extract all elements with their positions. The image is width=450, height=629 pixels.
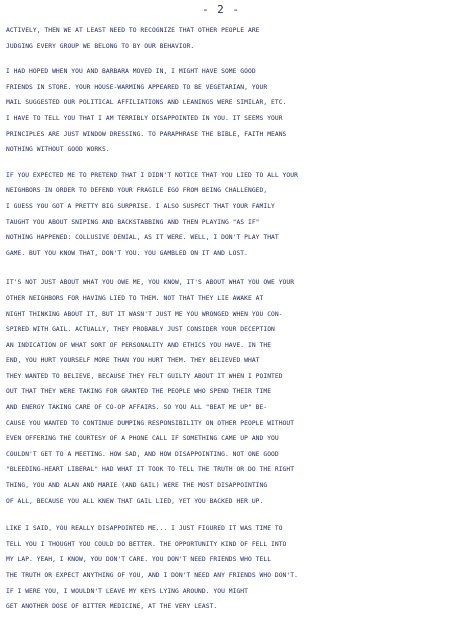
text-line: IF YOU EXPECTED ME TO PRETEND THAT I DIDN'T NOTICE THAT YOU LIED TO ALL YOUR — [6, 171, 298, 179]
text-line: NIGHT THINKING ABOUT IT, BUT IT WASN'T JUST ME YOU WRONGED WHEN YOU CON- — [6, 310, 283, 318]
text-line: AN INDICATION OF WHAT SORT OF PERSONALITY AND ETHICS YOU HAVE. IN THE — [6, 341, 272, 349]
text-line: OUT THAT THEY WERE TAKING FOR GRANTED THE PEOPLE WHO SPEND THEIR TIME — [6, 388, 272, 396]
text-line: END, YOU HURT YOURSELF MORE THAN YOU HURT THEM. THEY BELIEVED WHAT — [6, 357, 260, 365]
text-line: THING, YOU AND ALAN AND MARIE (AND GAIL) WERE THE MOST DISAPPOINTING — [6, 482, 268, 490]
page-number: - 2 - — [201, 3, 241, 16]
text-line: IF I WERE YOU, I WOULDN'T LEAVE MY KEYS LYING AROUND. YOU MIGHT — [6, 587, 248, 595]
text-line: CAUSE YOU WANTED TO CONTINUE DUMPING RESPONSIBILITY ON OTHER PEOPLE WITHOUT — [6, 419, 295, 427]
text-line: I GUESS YOU GOT A PRETTY BIG SURPRISE. I ALSO SUSPECT THAT YOUR FAMILY — [6, 202, 275, 210]
text-line: TELL YOU I THOUGHT YOU COULD DO BETTER. THE OPPORTUNITY KIND OF FELL INTO — [6, 540, 287, 548]
text-line: I HAVE TO TELL YOU THAT I AM TERRIBLY DISAPPOINTED IN YOU. IT SEEMS YOUR — [6, 114, 283, 122]
text-line: MAIL SUGGESTED OUR POLITICAL AFFILIATIONS AND LEANINGS WERE SIMILAR, ETC. — [6, 99, 287, 107]
text-line: MY LAP. YEAH, I KNOW, YOU DON'T CARE. YOU DON'T NEED FRIENDS WHO TELL — [6, 556, 272, 564]
paragraph-4 — [6, 275, 436, 509]
text-line: SPIRED WITH GAIL. ACTUALLY, THEY PROBABLY JUST CONSIDER YOUR DECEPTION — [6, 326, 275, 334]
text-line: I HAD HOPED WHEN YOU AND BARBARA MOVED IN, I MIGHT HAVE SOME GOOD — [6, 68, 256, 76]
text-line: "BLEEDING-HEART LIBERAL" HAD WHAT IT TOOK TO TELL THE TRUTH OR DO THE RIGHT — [6, 466, 295, 474]
text-line: GAME. BUT YOU KNOW THAT, DON'T YOU. YOU GAMBLED ON IT AND LOST. — [6, 249, 248, 257]
text-line: COULDN'T GET TO A MEETING. HOW SAD, AND HOW DISAPPOINTING. NOT ONE GOOD — [6, 450, 279, 458]
text-line: OTHER NEIGHBORS FOR HAVING LIED TO THEM. NOT THAT THEY LIE AWAKE AT — [6, 294, 264, 302]
text-line: JUDGING EVERY GROUP WE BELONG TO BY OUR BEHAVIOR. — [6, 42, 195, 50]
text-line: TAUGHT YOU ABOUT SNIPING AND BACKSTABBING AND THEN PLAYING "AS IF" — [6, 218, 260, 226]
text-line: FRIENDS IN STORE. YOUR HOUSE-WARMING APPEARED TO BE VEGETARIAN, YOUR — [6, 83, 268, 91]
text-line: IT'S NOT JUST ABOUT WHAT YOU OWE ME, YOU KNOW, IT'S ABOUT WHAT YOU OWE YOUR — [6, 279, 295, 287]
paragraph-2 — [6, 64, 436, 158]
text-line: GET ANOTHER DOSE OF BITTER MEDICINE, AT THE VERY LEAST. — [6, 603, 218, 611]
paragraph-1 — [6, 23, 436, 54]
paragraph-5 — [6, 521, 436, 615]
text-line: ACTIVELY, THEN WE AT LEAST NEED TO RECOGNIZE THAT OTHER PEOPLE ARE — [6, 27, 260, 34]
text-line: THE TRUTH OR EXPECT ANYTHING OF YOU, AND I DON'T NEED ANY FRIENDS WHO DON'T. — [6, 572, 298, 579]
text-line: THEY WANTED TO BELIEVE, BECAUSE THEY FELT GUILTY ABOUT IT WHEN I POINTED — [6, 372, 283, 380]
text-line: PRINCIPLES ARE JUST WINDOW DRESSING. TO PARAPHRASE THE BIBLE, FAITH MEANS — [6, 130, 287, 138]
text-line: OF ALL, BECAUSE YOU ALL KNEW THAT GAIL LIED, YET YOU BACKED HER UP. — [6, 497, 264, 505]
text-line: NOTHING WITHOUT GOOD WORKS. — [6, 146, 110, 154]
text-line: EVEN OFFERING THE COURTESY OF A PHONE CALL IF SOMETHING CAME UP AND YOU — [6, 435, 279, 443]
text-line: NOTHING HAPPENED: COLLUSIVE DENIAL, AS IT WERE. WELL, I DON'T PLAY THAT — [6, 234, 279, 242]
paragraph-3 — [6, 168, 436, 262]
text-line: NEIGHBORS IN ORDER TO DEFEND YOUR FRAGILE EGO FROM BEING CHALLENGED, — [6, 187, 268, 195]
text-line: LIKE I SAID, YOU REALLY DISAPPOINTED ME... I JUST FIGURED IT WAS TIME TO — [6, 525, 283, 533]
text-line: AND ENERGY TAKING CARE OF CO-OP AFFAIRS. SO YOU ALL "BEAT ME UP" BE- — [6, 404, 268, 412]
